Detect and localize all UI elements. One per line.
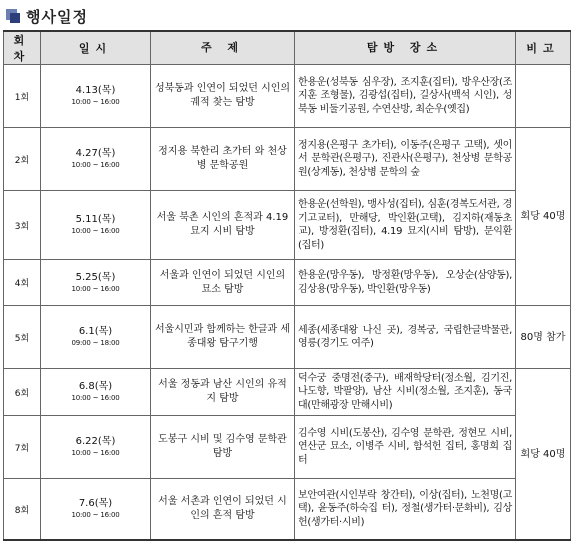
- date-text: 4.27(목): [75, 148, 116, 159]
- topic-cell: 성북동과 인연이 되었던 시인의 궤적 찾는 탐방: [151, 65, 295, 128]
- time-text: 10:00 ~ 16:00: [71, 394, 120, 402]
- round-cell: 6회: [4, 369, 41, 416]
- round-cell: 8회: [4, 479, 41, 541]
- datetime-cell: [41, 479, 151, 541]
- place-cell: 김수영 시비(도봉산), 김수영 문학관, 정현모 시비, 연산군 묘소, 이병주 시비, 함석헌 집터, 홍명희 집터: [295, 416, 516, 479]
- table-row: [4, 260, 571, 306]
- topic-cell: 서울과 인연이 되었던 시인의 묘소 탐방: [151, 260, 295, 306]
- header-note: 비고: [516, 31, 571, 65]
- topic-cell: 서울 북촌 시인의 흔적과 4.19묘지 시비 탐방: [151, 191, 295, 260]
- topic-cell: 서울시민과 함께하는 한글과 세종대왕 탐구기행: [151, 306, 295, 369]
- time-text: 09:00 ~ 18:00: [71, 339, 120, 347]
- table-row: [4, 128, 571, 191]
- datetime-cell: [41, 260, 151, 306]
- time-text: 10:00 ~ 16:00: [71, 161, 120, 169]
- date-text: 6.22(목): [75, 436, 116, 447]
- note-cell: 80명 참가: [516, 306, 571, 369]
- datetime-cell: [41, 416, 151, 479]
- header-datetime: 일시: [41, 31, 151, 65]
- note-cell: [516, 65, 571, 128]
- round-cell: 7회: [4, 416, 41, 479]
- place-cell: 덕수궁 중명전(중구), 배재학당터(정소월, 김기진, 나도향, 박팔양), 남산 시비(정소월, 조지훈), 동국대(만해광장 만해시비): [295, 369, 516, 416]
- header-round: 회차: [4, 31, 41, 65]
- place-cell: 세종(세종대왕 나신 곳), 경복궁, 국립한글박물관, 영릉(경기도 여주): [295, 306, 516, 369]
- time-text: 10:00 ~ 16:00: [71, 227, 120, 235]
- place-cell: 한용운(망우동), 방정환(망우동), 오상순(삼양동), 김상용(망우동), 박인환(망우동): [295, 260, 516, 306]
- page-header: [6, 4, 88, 28]
- time-text: 10:00 ~ 16:00: [71, 449, 120, 457]
- schedule-table: [3, 30, 571, 541]
- date-text: 6.8(목): [78, 381, 113, 392]
- time-text: 10:00 ~ 16:00: [71, 98, 120, 106]
- date-text: 6.1(목): [78, 326, 113, 337]
- table-row: [4, 191, 571, 260]
- round-cell: 4회: [4, 260, 41, 306]
- table-row: [4, 65, 571, 128]
- datetime-cell: [41, 306, 151, 369]
- header-place: 탐방 장소: [295, 31, 516, 65]
- topic-cell: 도봉구 시비 및 김수영 문학관 탐방: [151, 416, 295, 479]
- datetime-cell: [41, 65, 151, 128]
- date-text: 5.25(목): [75, 271, 116, 283]
- square-bullet-icon: [6, 9, 20, 23]
- table-row: [4, 416, 571, 479]
- round-cell: 5회: [4, 306, 41, 369]
- place-cell: 보안여관(시인부락 창간터), 이상(집터), 노천명(고택), 윤동주(하숙집 터), 정철(생가터·문화비), 김상헌(생가터·시비): [295, 479, 516, 541]
- table-row: [4, 369, 571, 416]
- page-title: 행사일정: [26, 7, 88, 26]
- datetime-cell: [41, 191, 151, 260]
- date-text: 7.6(목): [78, 498, 113, 509]
- table-row: [4, 306, 571, 369]
- topic-cell: 정지용 북한리 초가터 와 천상병 문학공원: [151, 128, 295, 191]
- datetime-cell: [41, 369, 151, 416]
- place-cell: 한용운(성북동 심우장), 조지훈(집터), 방우산장(조지훈 조형물), 김광섭(집터), 길상사(백석 시인), 성북동 비둘기공원, 수연산방, 최순우(옛집): [295, 65, 516, 128]
- place-cell: 한용운(선학원), 맹사성(집터), 심훈(경복도서관, 경기고교터), 만해당, 박인환(고택), 김지하(재동초교), 방정환(집터), 4.19 묘지(시비 탐방), 문익환(집터): [295, 191, 516, 260]
- time-text: 10:00 ~ 16:00: [71, 284, 120, 293]
- datetime-cell: [41, 128, 151, 191]
- date-text: 5.11(목): [75, 214, 116, 225]
- time-text: 10:00 ~ 16:00: [71, 511, 120, 519]
- table-row: [4, 479, 571, 541]
- topic-cell: 서울 정동과 남산 시인의 유적지 탐방: [151, 369, 295, 416]
- topic-cell: 서울 서촌과 인연이 되었던 시인의 흔적 탐방: [151, 479, 295, 541]
- place-cell: 정지용(은평구 초가터), 이동주(은평구 고택), 셋이서 문학관(은평구), 진관사(은평구), 천상병 문학공원(상계동), 천상병 문학의 숲: [295, 128, 516, 191]
- note-cell: 회당 40명: [516, 369, 571, 541]
- note-cell: 회당 40명: [516, 128, 571, 306]
- table-header-row: [4, 31, 571, 65]
- round-cell: 2회: [4, 128, 41, 191]
- header-topic: 주 제: [151, 31, 295, 65]
- date-text: 4.13(목): [75, 85, 116, 96]
- round-cell: 3회: [4, 191, 41, 260]
- round-cell: 1회: [4, 65, 41, 128]
